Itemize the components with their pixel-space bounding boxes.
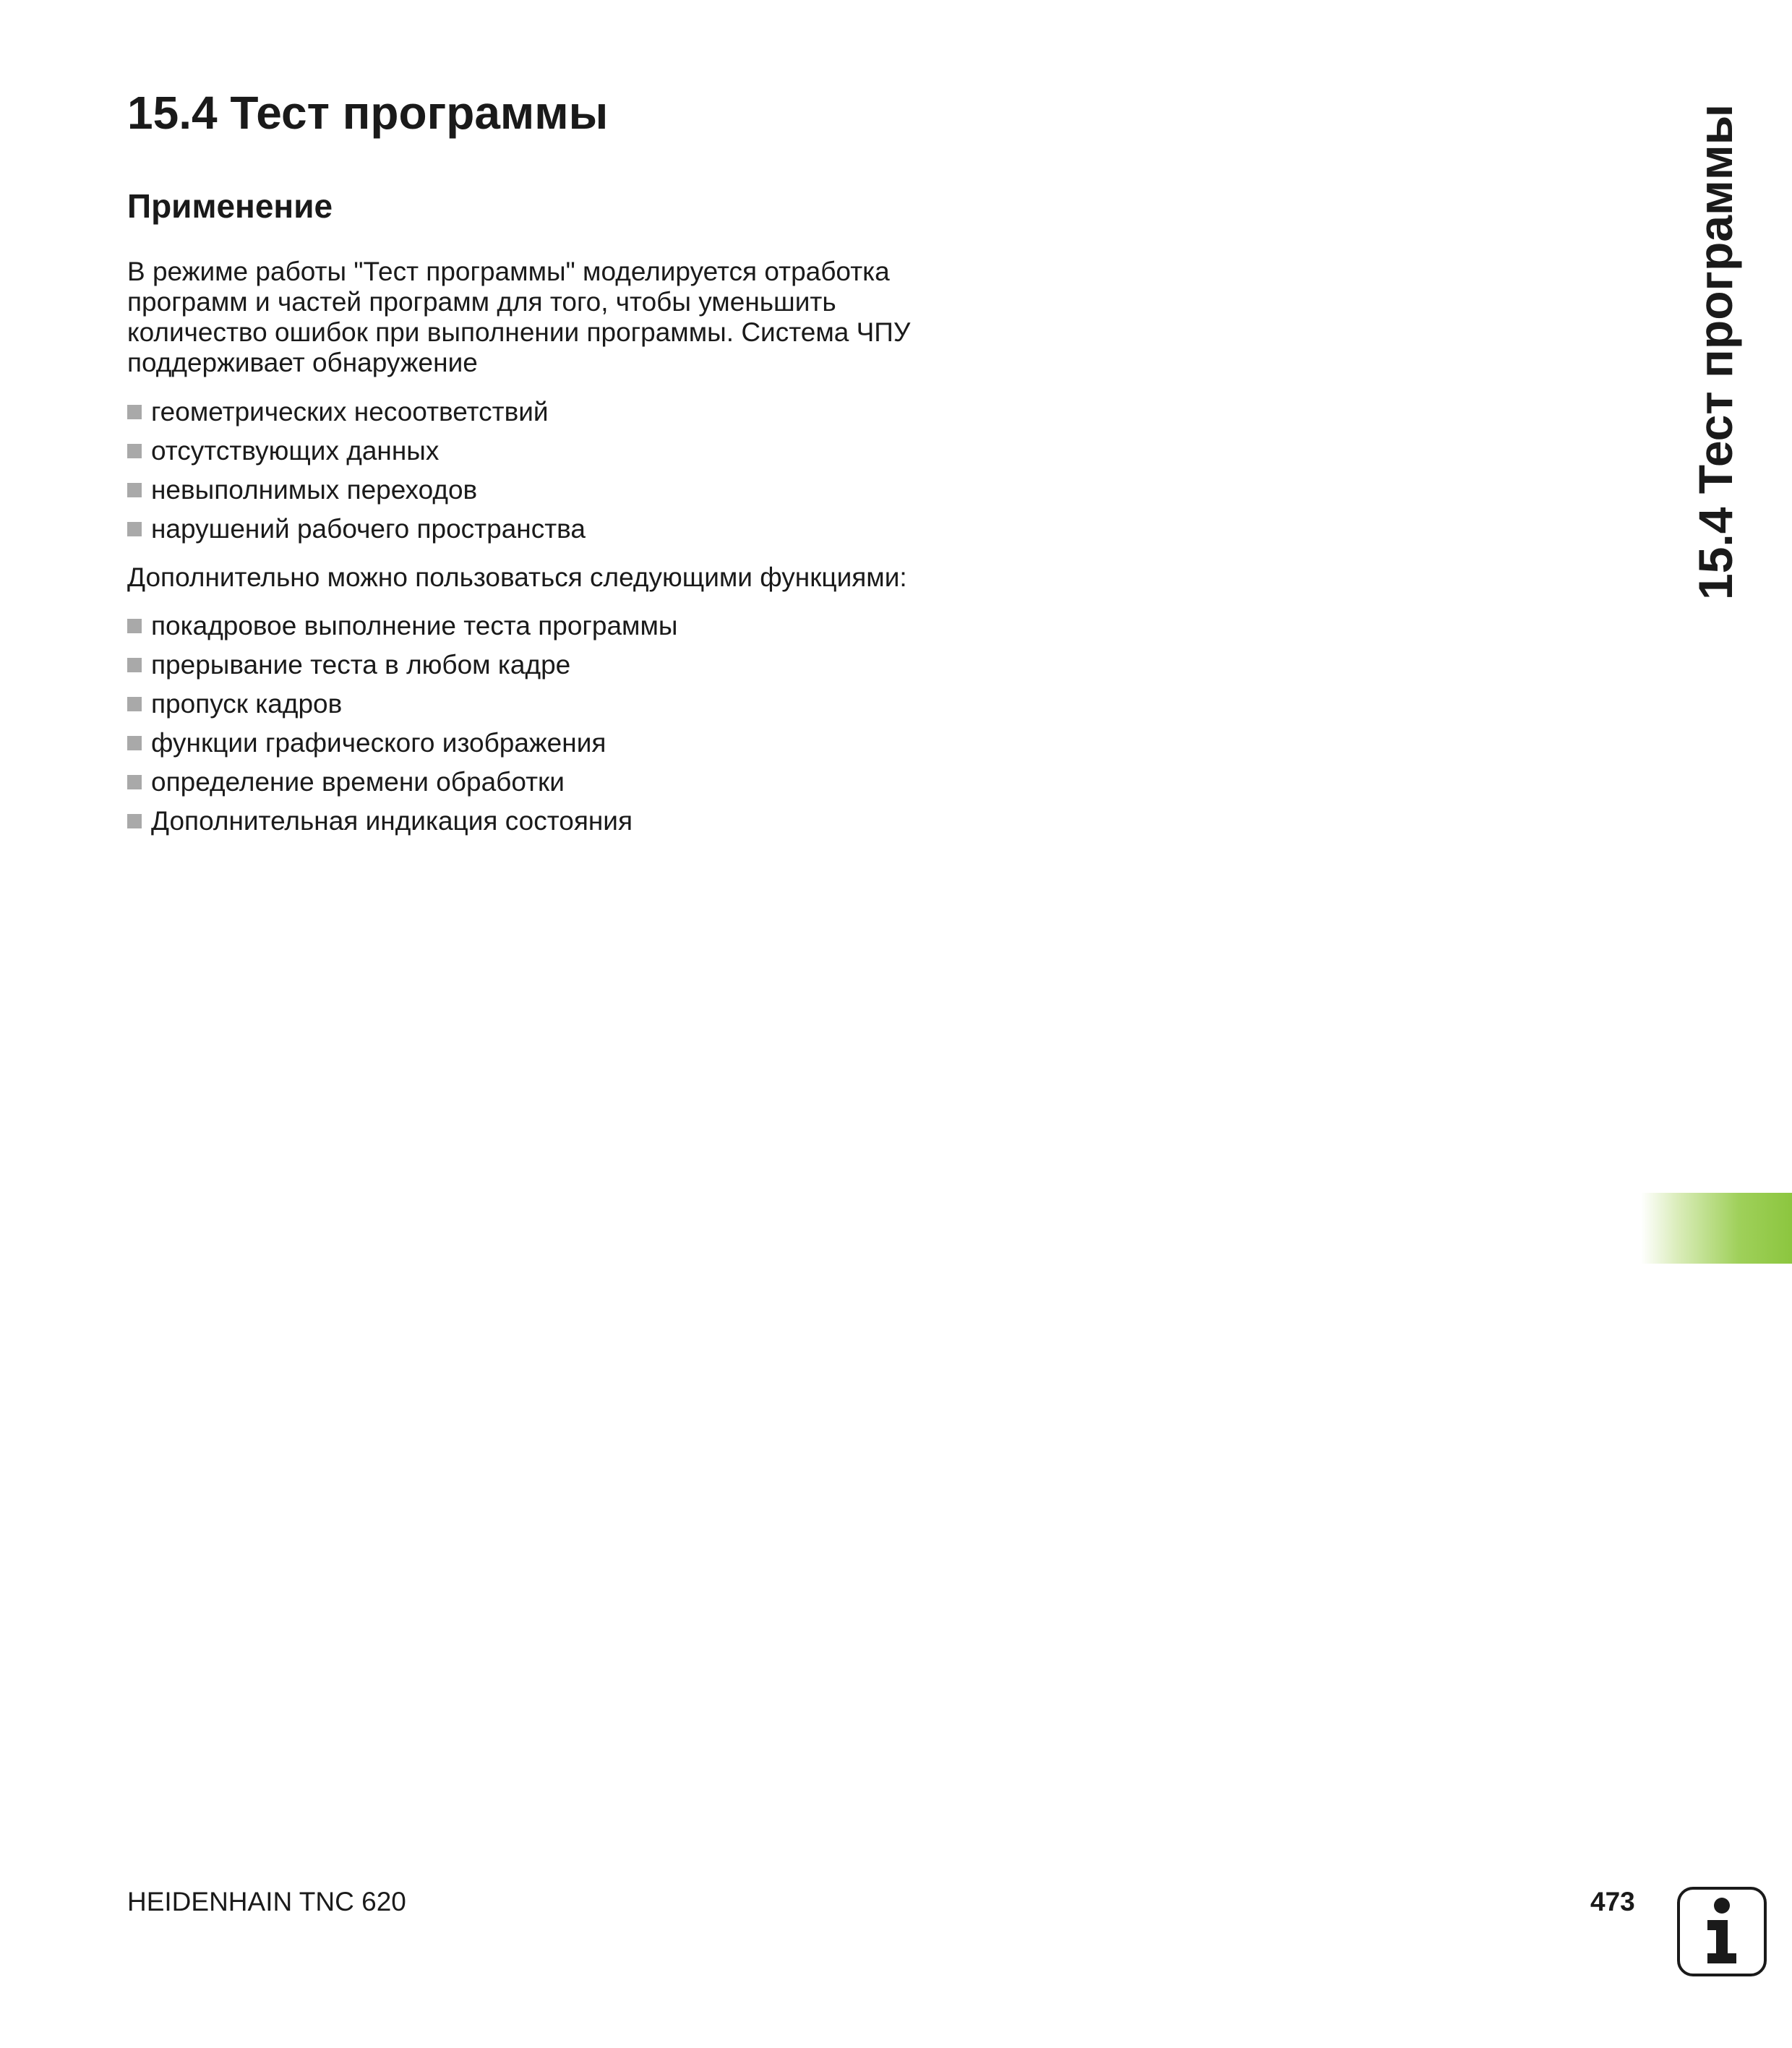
list-item xyxy=(127,607,678,646)
subsection-title: Применение xyxy=(127,187,333,225)
square-bullet-icon xyxy=(127,775,142,789)
list-item-text: невыполнимых переходов xyxy=(151,475,478,505)
square-bullet-icon xyxy=(127,697,142,711)
square-bullet-icon xyxy=(127,522,142,536)
square-bullet-icon xyxy=(127,658,142,672)
list-item-text: покадровое выполнение теста программы xyxy=(151,611,678,640)
list-item-text: отсутствующих данных xyxy=(151,436,440,466)
page-title: 15.4 Тест программы xyxy=(127,87,609,139)
square-bullet-icon xyxy=(127,483,142,497)
square-bullet-icon xyxy=(127,619,142,633)
list-item xyxy=(127,393,586,432)
square-bullet-icon xyxy=(127,814,142,828)
square-bullet-icon xyxy=(127,405,142,419)
list-item xyxy=(127,432,586,471)
list-item xyxy=(127,510,586,549)
detection-list xyxy=(127,393,586,549)
list-item xyxy=(127,763,678,802)
list-item xyxy=(127,471,586,510)
intro-paragraph: В режиме работы "Тест программы" моделируется отработка программ и частей программ для того, чтобы уменьшить количество ошибок при выполнении программы. Система ЧПУ поддерживает обнаружение xyxy=(127,257,911,377)
list-item xyxy=(127,646,678,685)
list-item-text: определение времени обработки xyxy=(151,767,565,797)
square-bullet-icon xyxy=(127,736,142,750)
list-item xyxy=(127,802,678,841)
info-glyph xyxy=(1700,1897,1744,1966)
list-item-text: прерывание теста в любом кадре xyxy=(151,650,571,680)
page-number: 473 xyxy=(1590,1887,1635,1916)
list-item xyxy=(127,724,678,763)
list-item-text: пропуск кадров xyxy=(151,689,343,719)
list-item-text: Дополнительная индикация состояния xyxy=(151,806,633,836)
square-bullet-icon xyxy=(127,444,142,458)
footer-product: HEIDENHAIN TNC 620 xyxy=(127,1887,406,1916)
additional-intro: Дополнительно можно пользоваться следующими функциями: xyxy=(127,562,907,592)
info-icon xyxy=(1677,1887,1767,1976)
list-item-text: геометрических несоответствий xyxy=(151,397,549,427)
list-item-text: функции графического изображения xyxy=(151,728,606,758)
chapter-tab-marker xyxy=(1641,1193,1792,1264)
side-chapter-title: 15.4 Тест программы xyxy=(1689,103,1742,600)
list-item-text: нарушений рабочего пространства xyxy=(151,514,586,544)
list-item xyxy=(127,685,678,724)
function-list xyxy=(127,607,678,841)
